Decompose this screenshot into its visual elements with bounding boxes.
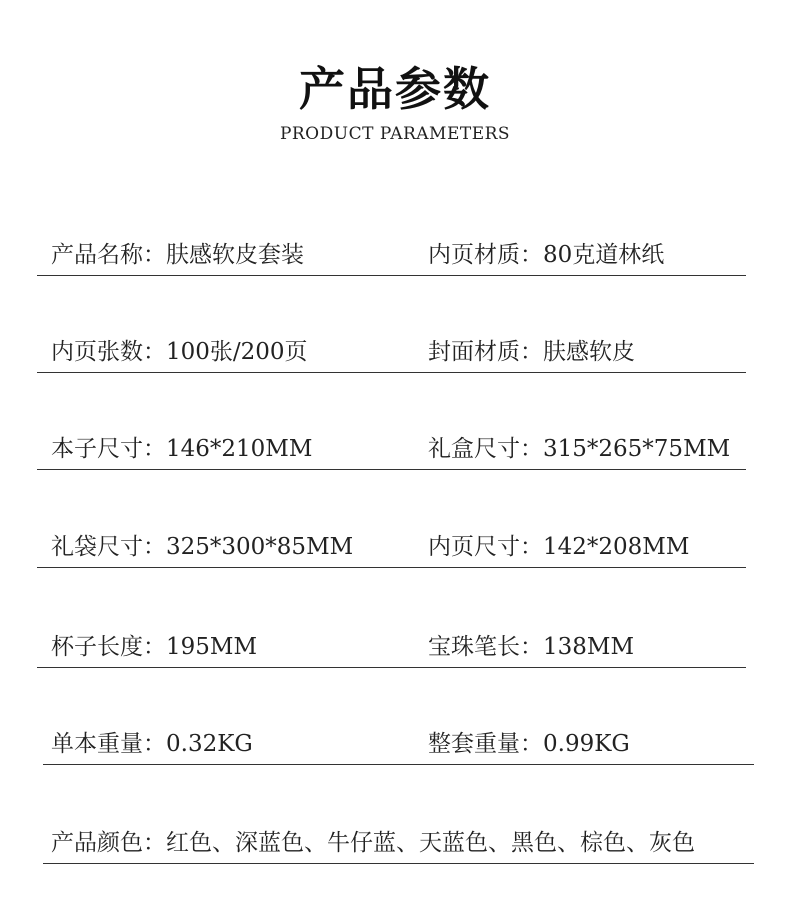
- param-label: 产品颜色: [51, 830, 143, 856]
- param-separator: ：: [143, 830, 166, 856]
- param-label: 产品名称: [51, 242, 143, 268]
- param-row-2: [37, 332, 746, 373]
- param-row-6: [43, 724, 754, 765]
- param-label: 内页尺寸: [428, 534, 520, 560]
- param-inner-page-size: [428, 527, 689, 567]
- param-row-7: [43, 823, 754, 864]
- param-value: 肤感软皮套装: [166, 242, 304, 268]
- param-value: 0.32KG: [166, 731, 253, 757]
- param-value: 325*300*85MM: [166, 534, 354, 560]
- param-single-weight: [51, 724, 253, 764]
- param-cup-length: [51, 627, 257, 667]
- param-set-weight: [428, 724, 630, 764]
- param-separator: ：: [143, 436, 166, 462]
- param-colors: [51, 823, 695, 863]
- param-separator: ：: [143, 731, 166, 757]
- param-inner-material: [428, 235, 664, 275]
- param-value: 315*265*75MM: [543, 436, 731, 462]
- param-label: 内页张数: [51, 339, 143, 365]
- param-pen-length: [428, 627, 634, 667]
- param-separator: ：: [520, 534, 543, 560]
- page-header: [0, 58, 790, 146]
- page-subtitle: PRODUCT PARAMETERS: [279, 124, 511, 144]
- param-label: 礼盒尺寸: [428, 436, 520, 462]
- param-row-3: [37, 429, 746, 470]
- param-value: 0.99KG: [543, 731, 630, 757]
- param-separator: ：: [143, 339, 166, 365]
- param-row-4: [37, 527, 746, 568]
- param-label: 宝珠笔长: [428, 634, 520, 660]
- param-value: 100张/200页: [166, 339, 308, 365]
- param-label: 本子尺寸: [51, 436, 143, 462]
- param-value: 195MM: [166, 634, 258, 660]
- param-product-name: [51, 235, 304, 275]
- param-giftbag-size: [51, 527, 353, 567]
- param-value: 红色、深蓝色、牛仔蓝、天蓝色、黑色、棕色、灰色: [166, 830, 695, 856]
- param-separator: ：: [520, 436, 543, 462]
- param-separator: ：: [520, 339, 543, 365]
- param-label: 内页材质: [428, 242, 520, 268]
- param-value: 146*210MM: [166, 436, 313, 462]
- page-title: 产品参数: [299, 62, 491, 116]
- param-label: 整套重量: [428, 731, 520, 757]
- param-giftbox-size: [428, 429, 730, 469]
- param-value: 138MM: [543, 634, 635, 660]
- param-separator: ：: [520, 634, 543, 660]
- param-row-1: [37, 235, 746, 276]
- param-separator: ：: [143, 634, 166, 660]
- param-label: 单本重量: [51, 731, 143, 757]
- param-value: 80克道林纸: [543, 242, 665, 268]
- param-separator: ：: [143, 242, 166, 268]
- param-notebook-size: [51, 429, 312, 469]
- param-label: 杯子长度: [51, 634, 143, 660]
- param-sheet-count: [51, 332, 308, 372]
- param-separator: ：: [520, 242, 543, 268]
- param-separator: ：: [143, 534, 166, 560]
- param-label: 封面材质: [428, 339, 520, 365]
- param-label: 礼袋尺寸: [51, 534, 143, 560]
- param-value: 肤感软皮: [543, 339, 635, 365]
- param-value: 142*208MM: [543, 534, 690, 560]
- param-cover-material: [428, 332, 635, 372]
- param-separator: ：: [520, 731, 543, 757]
- param-row-5: [37, 627, 746, 668]
